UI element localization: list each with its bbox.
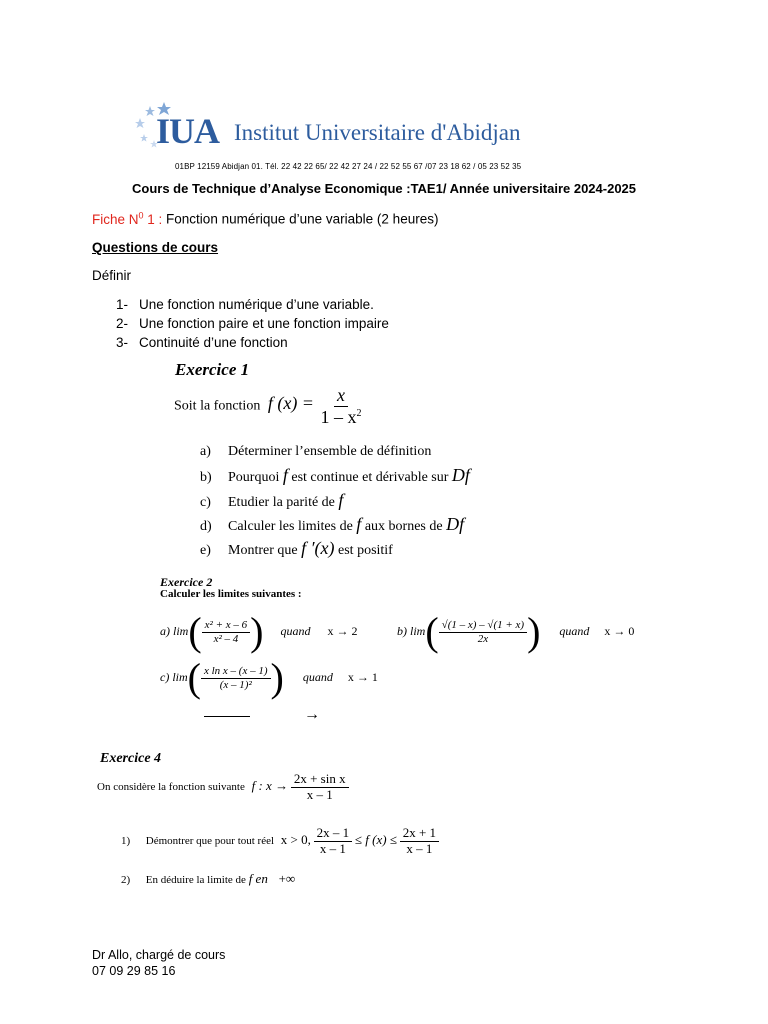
limit-c-target: x → 1 (347, 669, 378, 684)
exercise4-question-1 (121, 826, 439, 857)
exercise2-limit-a: a) lim( $\frac{\text{x² + x – 6}}{\text{x² – 4}}$ ) quand x → 2 (160, 609, 358, 654)
exercise2-limit-c: c) lim( $\frac{\text{x ln x – (x – 1)}}{\text{(x – 1)²}}$ ) quand x → 1 (160, 655, 378, 700)
question-text: Une fonction paire et une fonction impaire (139, 316, 389, 331)
question-item (116, 335, 288, 350)
question-1-label: 1) (121, 834, 131, 847)
fiche-heading (92, 210, 438, 227)
question-2-limit: +∞ (278, 871, 296, 886)
questions-title: Questions de cours (92, 240, 219, 255)
limit-a-label: a) lim (160, 623, 189, 638)
left-numerator: 2x – 1 (314, 826, 353, 842)
limit-b-label: b) lim (397, 623, 426, 638)
footer-phone: 07 09 29 85 16 (92, 964, 176, 978)
question-1-right-fraction (400, 826, 439, 857)
questions-intro: Définir (92, 268, 132, 283)
exercise4-question-2 (121, 871, 295, 887)
left-denominator: x – 1 (319, 840, 346, 856)
footer-author: Dr Allo, chargé de cours (92, 948, 226, 962)
question-2-math: f en (248, 871, 268, 886)
exercise2-limit-b: b) lim( $\frac{√(1 - x) - √(1 + x)}{2x}$ ) quand x → 0 (397, 609, 635, 654)
exercise1-item (200, 514, 464, 535)
item-math-domain: Df (446, 514, 465, 534)
fiche-label (92, 212, 162, 227)
item-math: f (338, 490, 344, 510)
limit-c-fraction (201, 665, 271, 691)
question-text: Continuité d’une fonction (139, 335, 288, 350)
institution-logo (134, 100, 544, 150)
exercise1-title: Exercice 1 (175, 360, 250, 379)
exercise1-item (200, 538, 393, 559)
exercise1-fraction (317, 385, 364, 427)
exercise4-title: Exercice 4 (100, 751, 162, 766)
question-1-inequality: ≤ f (x) ≤ (354, 831, 397, 847)
question-2-label: 2) (121, 874, 131, 886)
question-number: 3- (116, 335, 129, 350)
item-tail: aux bornes de (364, 519, 443, 534)
limit-b-denominator: 2x (477, 632, 489, 645)
course-title: Cours de Technique d’Analyse Economique :TAE1/ Année universitaire 2024-2025 (131, 181, 637, 196)
exercise2-title: Exercice 2 (160, 575, 213, 589)
limit-a-numerator: x² + x – 6 (202, 619, 251, 633)
trailing-arrow: → (304, 706, 320, 723)
limit-b-target: x → 0 (604, 623, 635, 638)
exercise1-item (200, 465, 470, 486)
question-text: Une fonction numérique d’une variable. (139, 297, 374, 312)
institution-name: Institut Universitaire d'Abidjan (234, 120, 521, 145)
exercise4-intro: On considère la fonction suivante (97, 780, 245, 793)
limit-a-when: quand (280, 623, 311, 638)
fiche-number: 1 : (143, 211, 163, 227)
item-math-domain: Df (451, 465, 470, 485)
fiche-label-text: Fiche N (92, 211, 139, 227)
limit-c-label: c) lim (160, 669, 188, 684)
exercise1-item (200, 444, 431, 460)
exercise1-def-text: Soit la fonction (174, 398, 261, 414)
item-text: Déterminer l’ensemble de définition (228, 444, 432, 459)
item-math: f ′(x) (301, 538, 335, 558)
logo-abbreviation: IUA (156, 111, 220, 151)
fiche-topic: Fonction numérique d’une variable (2 heures) (162, 211, 439, 227)
question-item (116, 297, 374, 312)
exercise2-subtitle: Calculer les limites suivantes : (160, 588, 302, 600)
item-text: Pourquoi (228, 470, 280, 485)
limit-a-fraction (202, 619, 251, 645)
question-item (116, 316, 389, 331)
question-number: 2- (116, 316, 129, 331)
limit-b-numerator: √(1 – x) – √(1 + x) (439, 619, 527, 633)
item-label: a) (200, 444, 211, 459)
question-1-left-fraction (314, 826, 353, 857)
limit-a-denominator: x² – 4 (213, 632, 239, 645)
item-tail: est positif (338, 543, 393, 558)
item-text: Etudier la parité de (228, 495, 335, 510)
item-math: f (282, 465, 288, 485)
item-text: Montrer que (228, 543, 298, 558)
limit-c-when: quand (302, 669, 333, 684)
exercise1-definition (174, 385, 364, 427)
limit-c-denominator: (x – 1)² (219, 678, 252, 691)
item-label: e) (200, 543, 211, 558)
right-numerator: 2x + 1 (400, 826, 439, 842)
exercise4-numerator: 2x + sin x (291, 772, 349, 788)
limit-a-target: x → 2 (327, 623, 358, 638)
limit-b-when: quand (559, 623, 590, 638)
right-denominator: x – 1 (406, 840, 433, 856)
question-1-condition: x > 0, (280, 831, 311, 847)
exercise1-numerator: x (334, 385, 348, 407)
question-2-text: En déduire la limite de (145, 874, 246, 886)
exercise1-f-of-x: f (x) = (267, 393, 314, 414)
exercise4-f-map: f : x → (251, 777, 289, 793)
exercise1-denominator: 1 – x (320, 406, 357, 427)
item-label: c) (200, 495, 211, 510)
question-1-text: Démontrer que pour tout réel (145, 834, 275, 847)
item-tail: est continue et dérivable sur (291, 470, 449, 485)
institution-address: 01BP 12159 Abidjan 01. Tél. 22 42 22 65/ 22 42 27 24 / 22 52 55 67 /07 23 18 62 / 05 23 52 35 (175, 162, 522, 171)
fiche-label-sup: 0 (138, 210, 144, 220)
item-math: f (356, 514, 362, 534)
exercise1-den-exp: 2 (356, 407, 362, 419)
item-label: b) (200, 470, 212, 485)
exercise4-fraction (291, 772, 349, 803)
exercise1-item (200, 490, 343, 511)
exercise4-definition (97, 772, 349, 803)
exercise4-denominator: x – 1 (306, 786, 333, 802)
question-number: 1- (116, 297, 129, 312)
item-text: Calculer les limites de (228, 519, 353, 534)
limit-b-fraction (439, 619, 527, 645)
item-label: d) (200, 519, 212, 534)
blank-line-divider (204, 716, 250, 717)
limit-c-numerator: x ln x – (x – 1) (201, 665, 271, 679)
